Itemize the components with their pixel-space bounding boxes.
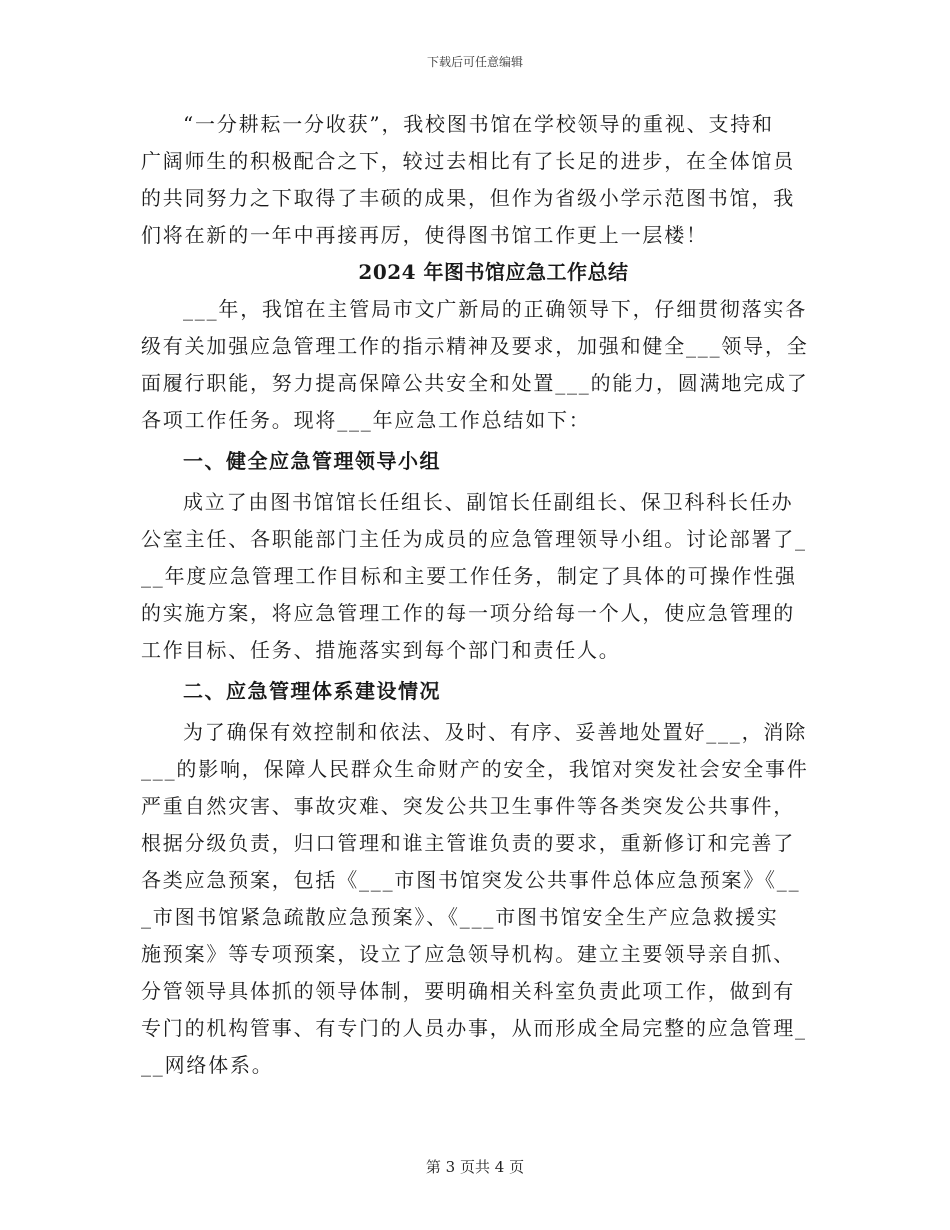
section1-line-1: 成立了由图书馆馆长任组长、副馆长任副组长、保卫科科长任办 — [183, 490, 794, 514]
section2-line-2: ___的影响，保障人民群众生命财产的安全，我馆对突发社会安全事件 — [141, 757, 809, 781]
para1-line-4: 各项工作任务。现将___年应急工作总结如下： — [141, 408, 591, 432]
section1-line-2: 公室主任、各职能部门主任为成员的应急管理领导小组。讨论部署了_ — [141, 527, 807, 551]
page-footer-note: 第 3 页共 4 页 — [425, 1158, 525, 1176]
section2-line-9: 专门的机构管事、有专门的人员办事，从而形成全局完整的应急管理_ — [141, 1016, 807, 1040]
section2-line-6: _市图书馆紧急疏散应急预案》、《___市图书馆安全生产应急救援实 — [141, 905, 779, 929]
section1-heading: 一、健全应急管理领导小组 — [183, 449, 441, 473]
section2-line-8: 分管领导具体抓的领导体制，要明确相关科室负责此项工作，做到有 — [141, 979, 795, 1003]
section2-line-10: __网络体系。 — [141, 1053, 274, 1077]
section2-line-3: 严重自然灾害、事故灾难、突发公共卫生事件等各类突发公共事件， — [141, 794, 795, 818]
section1-line-5: 工作目标、任务、措施落实到每个部门和责任人。 — [141, 638, 621, 662]
section2-line-1: 为了确保有效控制和依法、及时、有序、妥善地处置好___，消除 — [183, 720, 807, 744]
page-header-note: 下载后可任意编辑 — [426, 55, 523, 69]
document-body — [141, 106, 809, 1084]
intro-line-3: 的共同努力之下取得了丰硕的成果，但作为省级小学示范图书馆，我 — [141, 186, 795, 210]
section1-line-4: 的实施方案，将应急管理工作的每一项分给每一个人，使应急管理的 — [141, 601, 795, 625]
section2-heading: 二、应急管理体系建设情况 — [183, 679, 441, 703]
section2-line-4: 根据分级负责，归口管理和谁主管谁负责的要求，重新修订和完善了 — [141, 831, 795, 855]
intro-line-1: “一分耕耘一分收获”，我校图书馆在学校领导的重视、支持和 — [183, 112, 774, 136]
para1-line-2: 级有关加强应急管理工作的指示精神及要求，加强和健全___领导，全 — [141, 334, 809, 358]
intro-line-2: 广阔师生的积极配合之下，较过去相比有了长足的进步，在全体馆员 — [141, 149, 795, 173]
section2-line-7: 施预案》等专项预案，设立了应急领导机构。建立主要领导亲自抓、 — [141, 942, 795, 966]
document-title: 2024 年图书馆应急工作总结 — [358, 260, 629, 284]
section1-line-3: __年度应急管理工作目标和主要工作任务，制定了具体的可操作性强 — [141, 564, 797, 588]
para1-line-3: 面履行职能，努力提高保障公共安全和处置___的能力，圆满地完成了 — [141, 371, 809, 395]
section2-line-5: 各类应急预案，包括《___市图书馆突发公共事件总体应急预案》《__ — [141, 868, 801, 892]
intro-line-4: 们将在新的一年中再接再厉，使得图书馆工作更上一层楼！ — [141, 223, 708, 247]
para1-line-1: ___年，我馆在主管局市文广新局的正确领导下，仔细贯彻落实各 — [183, 297, 807, 321]
